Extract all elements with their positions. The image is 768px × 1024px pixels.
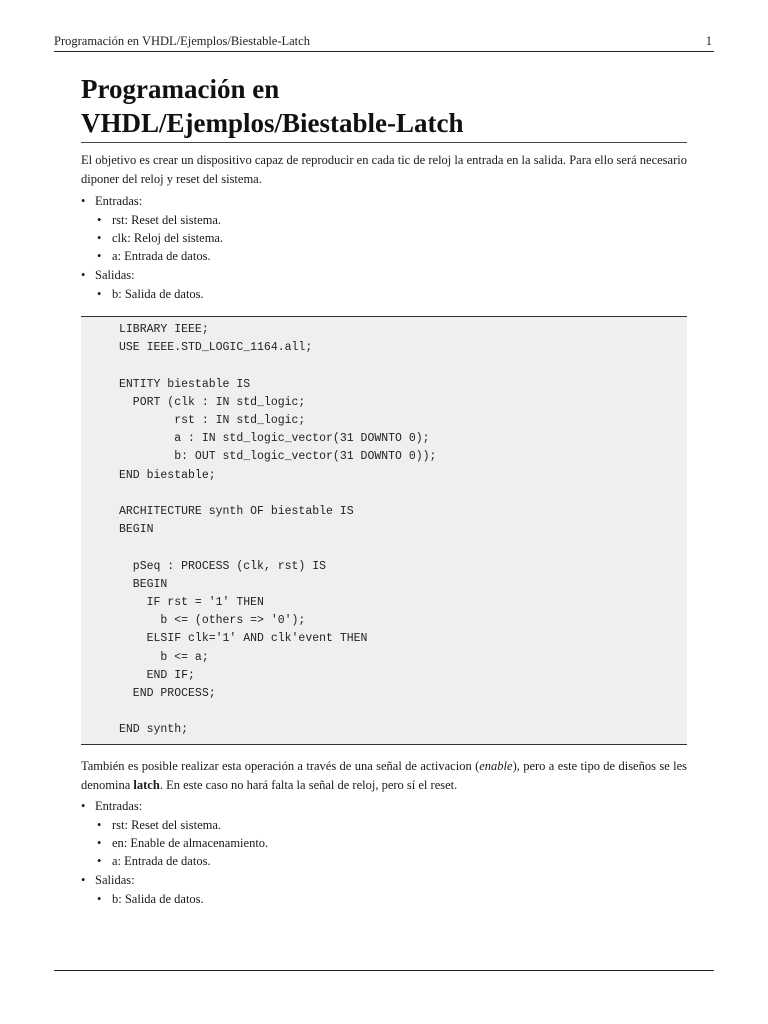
input-item: a: Entrada de datos. [112,249,211,263]
running-header [54,34,714,49]
code-block [81,316,687,745]
bullet: • [81,873,86,887]
list-item [81,890,681,908]
bullet: • [97,836,102,850]
output-item: b: Salida de datos. [112,287,204,301]
outputs-label: Salidas: [95,268,135,282]
list-item [81,247,681,265]
input-item: a: Entrada de datos. [112,854,211,868]
bullet: • [97,249,102,263]
bullet: • [97,231,102,245]
list-item [81,852,681,870]
bullet: • [81,799,86,813]
list-item [81,211,681,229]
list-item [81,816,681,834]
bullet: • [81,194,86,208]
list-item [81,285,681,303]
list-item [81,265,681,285]
bullet: • [97,287,102,301]
title-rule [81,142,687,143]
latch-text-part1: También es posible realizar esta operación a través de una señal de activacion ( [81,759,480,773]
bullet: • [81,268,86,282]
list-item [81,870,681,890]
bullet: • [97,854,102,868]
input-item: rst: Reset del sistema. [112,213,222,227]
inputs-label: Entradas: [95,194,143,208]
io-list-flipflop [81,191,681,303]
inputs-label: Entradas: [95,799,143,813]
latch-text-part2: ), pero a este tipo de diseños se les denomina [81,759,687,792]
bullet: • [97,818,102,832]
page-title-line1: Programación en [81,74,280,104]
header-rule [54,51,714,52]
outputs-label: Salidas: [95,873,135,887]
input-item: rst: Reset del sistema. [112,818,222,832]
intro-paragraph: El objetivo es crear un dispositivo capaz de reproducir en cada tic de reloj la entrada en la salida. Para ello será necesario diponer del reloj y reset del sistema. [81,153,687,186]
bullet: • [97,892,102,906]
latch-term: latch [133,778,160,792]
vhdl-code: LIBRARY IEEE; USE IEEE.STD_LOGIC_1164.all; ENTITY biestable IS PORT (clk : IN std_logic; rst : IN std_logic; a : IN std_logic_vector(31 DOWNTO 0); b: OUT std_logic_vector(31 DOWNTO 0)); END biestable; ARCHITECTURE synth OF biestable IS BEGIN pSeq : PROCESS (clk, rst) IS BEGIN IF rst = '1' THEN b <= (others => '0'); ELSIF clk='1' AND clk'event THEN b <= a; END IF; END PROCESS; END synth; [119,323,437,737]
io-list-latch [81,796,681,908]
output-item: b: Salida de datos. [112,892,204,906]
page-title-line2: VHDL/Ejemplos/Biestable-Latch [81,108,464,138]
page-title [81,72,687,140]
enable-term: enable [479,759,513,773]
latch-text-part3: . En este caso no hará falta la señal de reloj, pero sí el reset. [159,778,458,792]
input-item: en: Enable de almacenamiento. [112,836,269,850]
list-item [81,796,681,816]
latch-paragraph [81,757,687,795]
list-item [81,834,681,852]
footer-rule [54,970,714,971]
input-item: clk: Reloj del sistema. [112,231,224,245]
bullet: • [97,213,102,227]
running-title: Programación en VHDL/Ejemplos/Biestable-Latch [54,34,310,48]
list-item [81,191,681,211]
page-number: 1 [705,34,712,48]
list-item [81,229,681,247]
